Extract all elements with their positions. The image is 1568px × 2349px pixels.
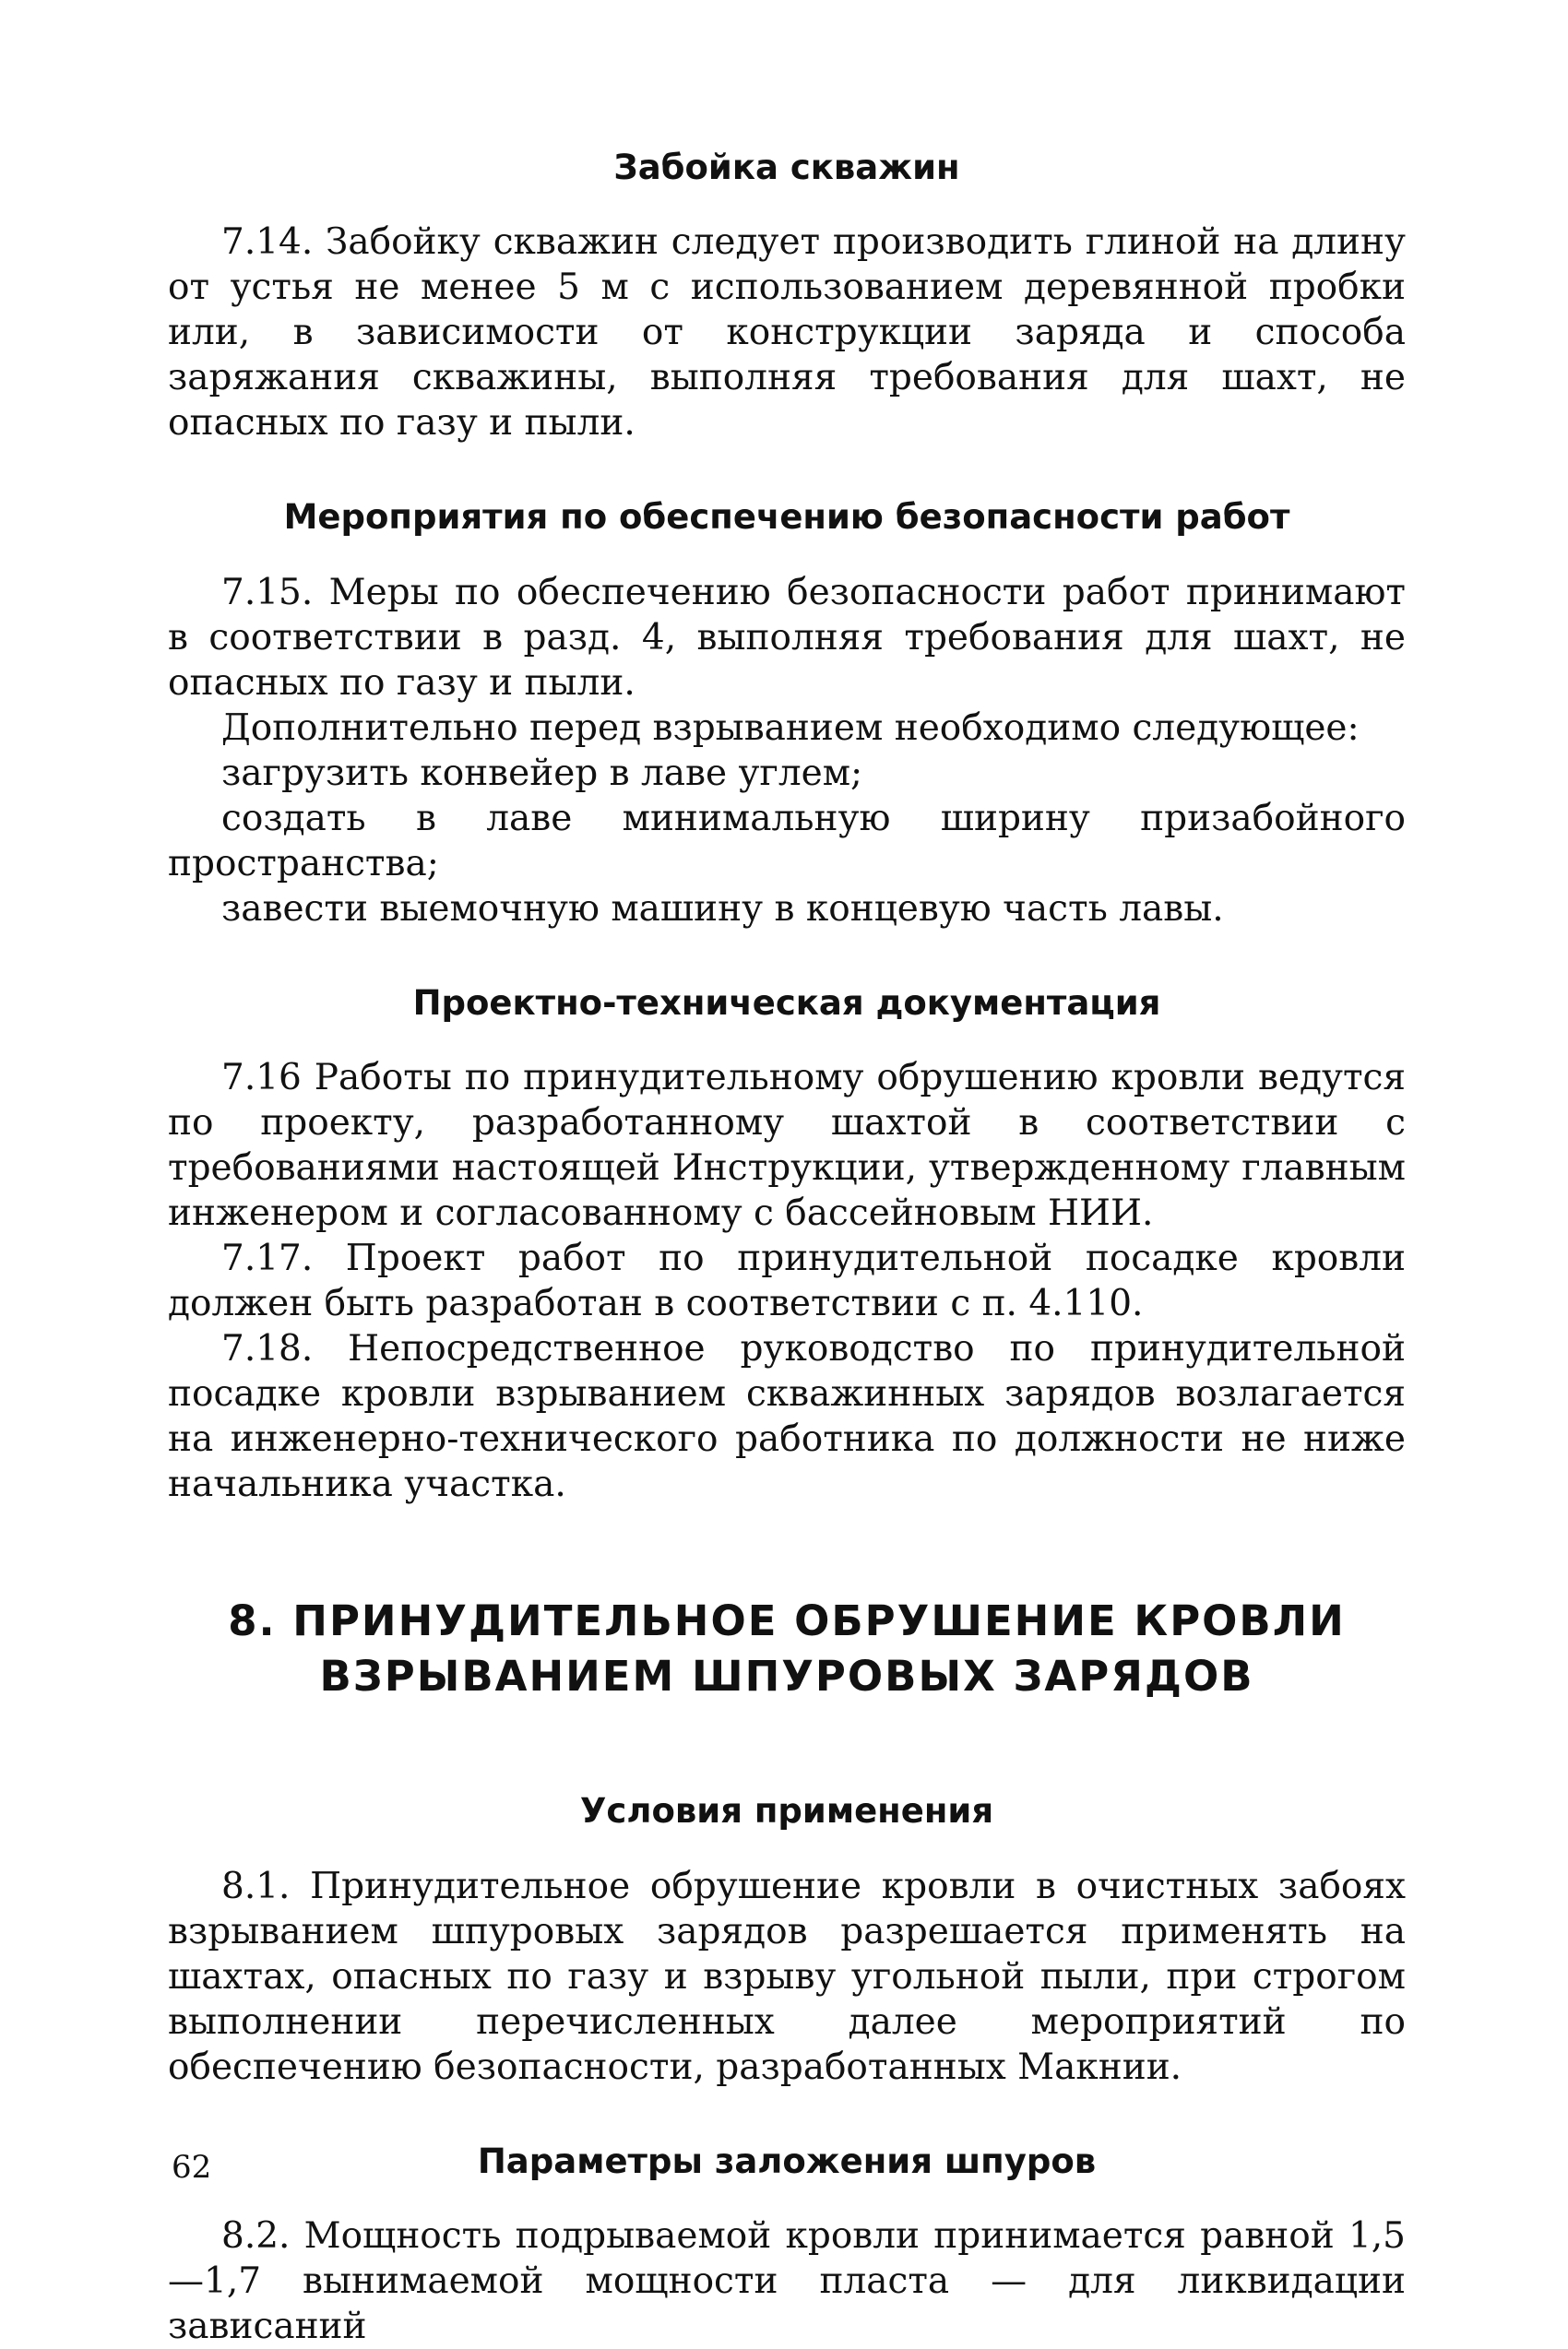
text-column: [168, 148, 1406, 2349]
list-item: создать в лаве минимальную ширину призабойного пространства;: [168, 797, 1406, 884]
list-item: завести выемочную машину в концевую часть лавы.: [221, 887, 1224, 930]
section-heading: Проектно-техническая документация: [412, 982, 1161, 1023]
section-heading: Мероприятия по обеспечению безопасности работ: [283, 497, 1290, 538]
paragraph-7-16: 7.16 Работы по принудительному обрушению кровли ведутся по проекту, разработанному шахтой в соответствии с требованиями настоящей Инструкции, утвержденному главным инженером и согласованному с бассейновым НИИ.: [168, 1057, 1406, 1235]
paragraph-additional: Дополнительно перед взрыванием необходимо следующее:: [221, 706, 1360, 749]
paragraph-7-18: 7.18. Непосредственное руководство по принудительной посадке кровли взрыванием скважинных зарядов возлагается на инженерно-технического работника по должности не ниже начальника участка.: [168, 1328, 1406, 1506]
chapter-title-line-2: ВЗРЫВАНИЕМ ШПУРОВЫХ ЗАРЯДОВ: [319, 1652, 1254, 1702]
section-heading: Забойка скважин: [613, 148, 960, 187]
page-number: 62: [172, 2149, 212, 2186]
paragraph-7-17: 7.17. Проект работ по принудительной посадке кровли должен быть разработан в соответствии с п. 4.110.: [168, 1238, 1406, 1325]
paragraph-7-15: 7.15. Меры по обеспечению безопасности работ принимают в соответствии в разд. 4, выполняя требования для шахт, не опасных по газу и пыли.: [168, 571, 1406, 704]
section-heading: Условия применения: [579, 1791, 994, 1832]
paragraph-8-2: 8.2. Мощность подрываемой кровли принимается равной 1,5—1,7 вынимаемой мощности пласта — для ликвидации зависаний: [168, 2214, 1406, 2347]
chapter-title: [168, 1594, 1406, 1704]
list-item: загрузить конвейер в лаве углем;: [221, 752, 863, 794]
paragraph-7-14: 7.14. Забойку скважин следует производить глиной на длину от устья не менее 5 м с использованием деревянной пробки или, в зависимости от конструкции заряда и способа заряжания скважины, выполняя требования для шахт, не опасных по газу и пыли.: [168, 221, 1406, 445]
chapter-title-line-1: 8. ПРИНУДИТЕЛЬНОЕ ОБРУШЕНИЕ КРОВЛИ: [228, 1596, 1346, 1646]
paragraph-8-1: 8.1. Принудительное обрушение кровли в очистных забоях взрыванием шпуровых зарядов разрешается применять на шахтах, опасных по газу и взрыву угольной пыли, при строгом выполнении перечисленных далее мероприятий по обеспечению безопасности, разработанных Макнии.: [168, 1865, 1406, 2088]
section-heading: Параметры заложения шпуров: [477, 2141, 1097, 2181]
